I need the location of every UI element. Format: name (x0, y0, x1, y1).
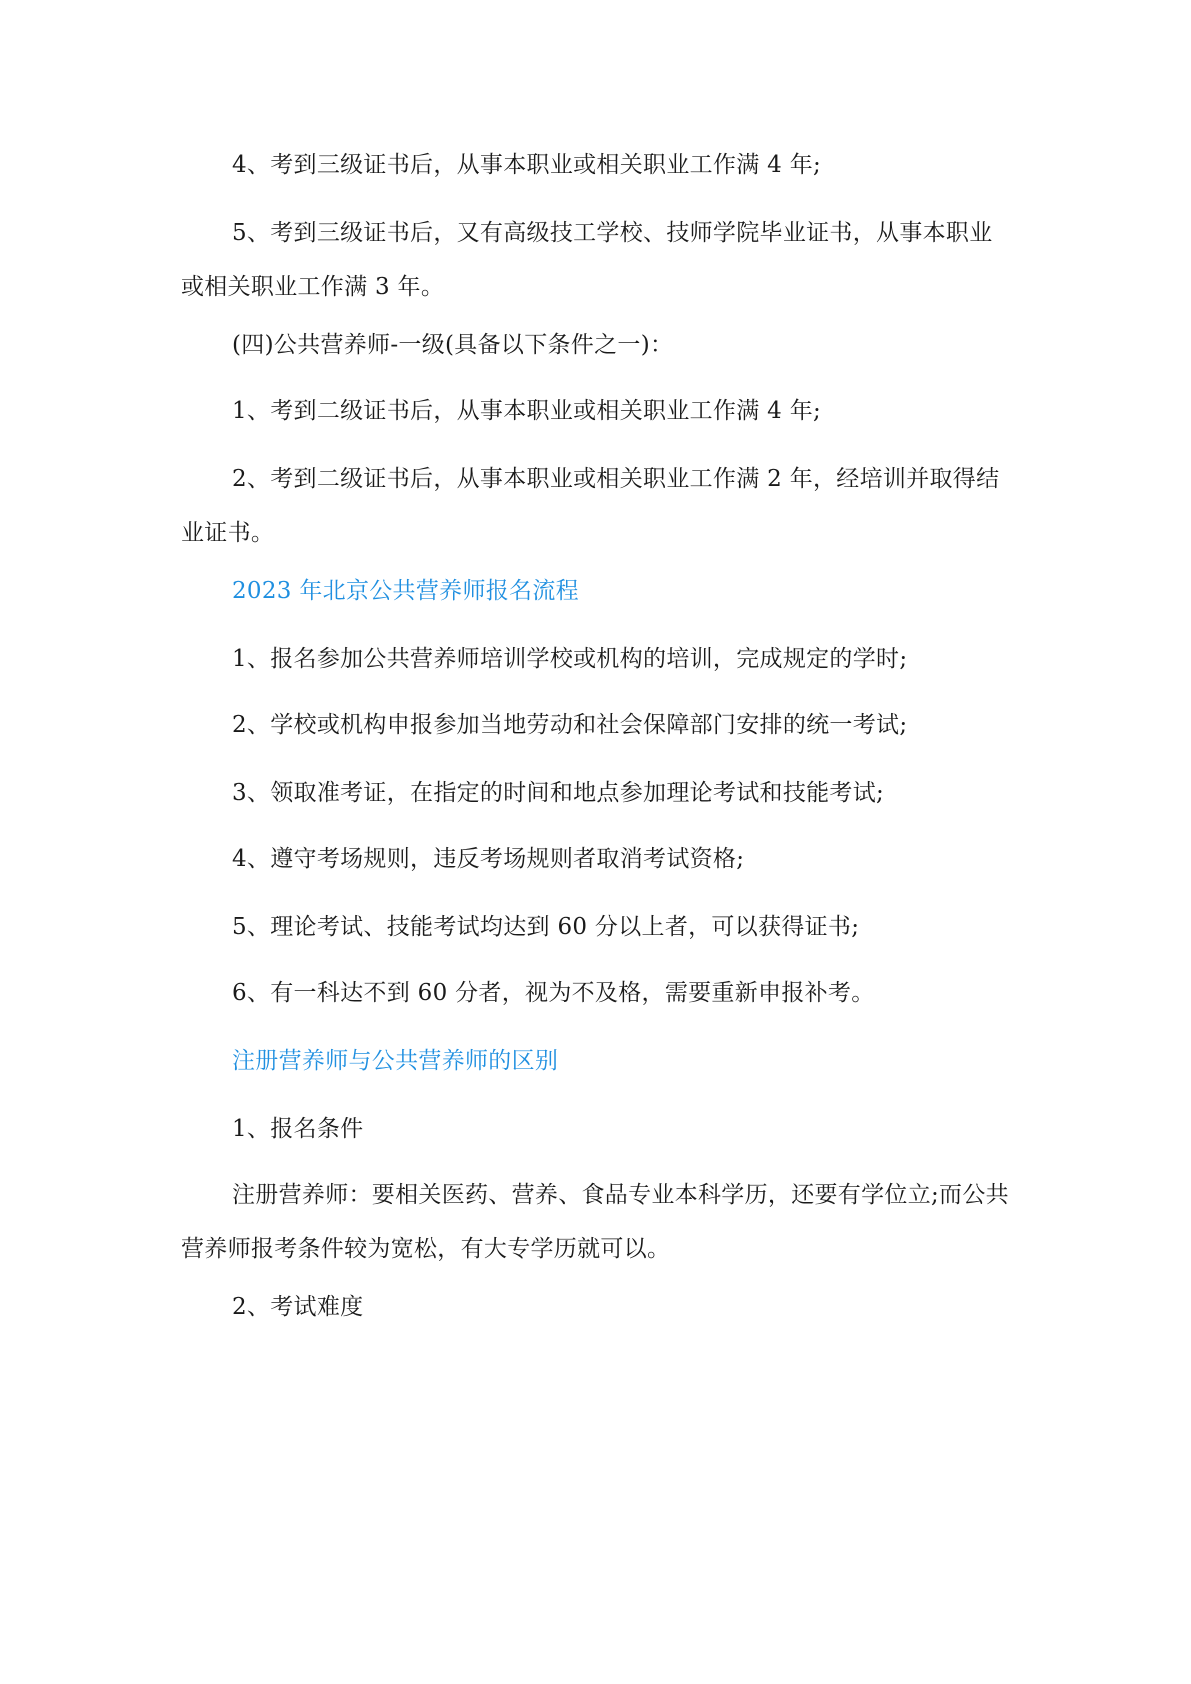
paragraph-process-step-3: 3、领取准考证，在指定的时间和地点参加理论考试和技能考试; (232, 780, 885, 806)
paragraph-process-step-6: 6、有一科达不到 60 分者，视为不及格，需要重新申报补考。 (232, 980, 875, 1006)
section-level-one-title: (四)公共营养师-一级(具备以下条件之一)： (232, 332, 674, 358)
paragraph-item-5-three-level: 5、考到三级证书后，又有高级技工学校、技师学院毕业证书，从事本职业或相关职业工作满 3 年。 (181, 220, 993, 300)
paragraph-process-step-2: 2、学校或机构申报参加当地劳动和社会保障部门安排的统一考试; (232, 712, 908, 738)
paragraph-process-step-4: 4、遵守考场规则，违反考场规则者取消考试资格; (232, 846, 745, 872)
heading-difference[interactable]: 注册营养师与公共营养师的区别 (232, 1048, 559, 1074)
paragraph-item-4-three-level: 4、考到三级证书后，从事本职业或相关职业工作满 4 年; (232, 152, 822, 178)
paragraph-item-2-two-level: 2、考到二级证书后，从事本职业或相关职业工作满 2 年，经培训并取得结业证书。 (181, 466, 1000, 546)
paragraph-difference-item-2: 2、考试难度 (232, 1294, 364, 1320)
paragraph-registration-conditions: 注册营养师：要相关医药、营养、食品专业本科学历，还要有学位立;而公共营养师报考条件较为宽松，有大专学历就可以。 (181, 1182, 1009, 1262)
paragraph-process-step-5: 5、理论考试、技能考试均达到 60 分以上者，可以获得证书; (232, 914, 860, 940)
paragraph-item-1-two-level: 1、考到二级证书后，从事本职业或相关职业工作满 4 年; (232, 398, 822, 424)
paragraph-process-step-1: 1、报名参加公共营养师培训学校或机构的培训，完成规定的学时; (232, 646, 908, 672)
heading-registration-process[interactable]: 2023 年北京公共营养师报名流程 (232, 578, 579, 604)
paragraph-difference-item-1: 1、报名条件 (232, 1116, 364, 1142)
